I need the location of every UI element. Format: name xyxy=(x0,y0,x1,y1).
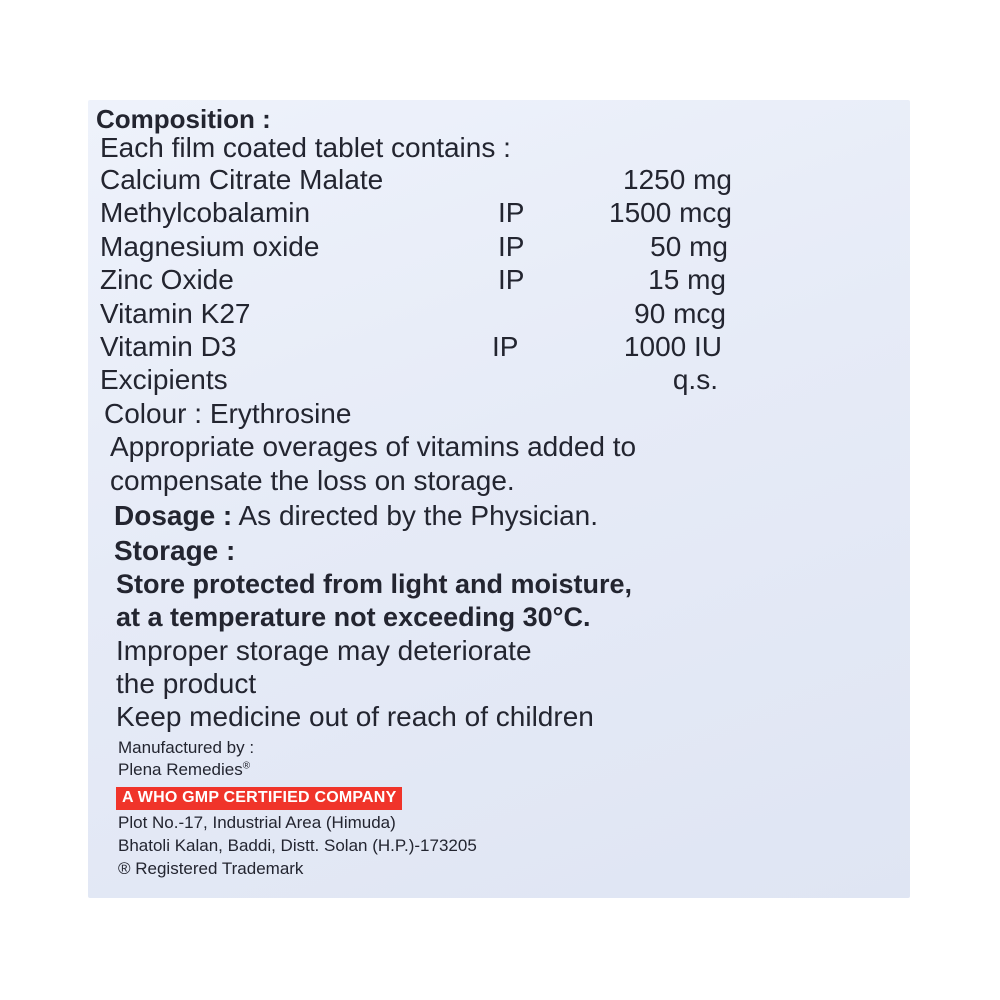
ingredient-name: Vitamin K27 xyxy=(100,298,251,329)
storage-line-3: Keep medicine out of reach of children xyxy=(116,701,594,732)
registered-trademark: ® Registered Trademark xyxy=(118,859,304,878)
ingredient-ip: IP xyxy=(498,264,525,295)
ingredient-amount: 15 mg xyxy=(648,264,726,295)
ingredient-amount: 50 mg xyxy=(650,231,728,262)
manufacturer-name: Plena Remedies® xyxy=(118,760,251,779)
colour-line: Colour : Erythrosine xyxy=(104,398,352,429)
ingredients-list xyxy=(100,166,740,406)
ingredient-amount: 1500 mcg xyxy=(609,197,732,228)
ingredient-name: Excipients xyxy=(100,364,228,395)
medicine-label-panel xyxy=(88,100,910,898)
address-line-2: Bhatoli Kalan, Baddi, Distt. Solan (H.P.)-173205 xyxy=(118,836,477,855)
dosage-line xyxy=(114,502,598,530)
ingredient-ip: IP xyxy=(498,231,525,262)
ingredient-ip: IP xyxy=(492,331,519,362)
address-line-1: Plot No.-17, Industrial Area (Himuda) xyxy=(118,813,396,832)
dosage-text: As directed by the Physician. xyxy=(232,500,598,531)
storage-heading: Storage : xyxy=(114,535,236,566)
storage-bold-line-2: at a temperature not exceeding 30°C. xyxy=(116,602,591,632)
overages-line-2: compensate the loss on storage. xyxy=(110,465,515,496)
ingredient-name: Calcium Citrate Malate xyxy=(100,164,384,195)
ingredient-amount: 1250 mg xyxy=(623,164,732,195)
composition-heading: Composition : xyxy=(96,104,271,134)
dosage-label: Dosage : xyxy=(114,500,233,531)
manufactured-by-label: Manufactured by : xyxy=(118,738,255,757)
composition-intro: Each film coated tablet contains : xyxy=(100,132,511,163)
ingredient-amount: 90 mcg xyxy=(634,298,726,329)
ingredient-ip: IP xyxy=(498,197,525,228)
ingredient-amount: 1000 IU xyxy=(623,331,722,362)
ingredient-name: Zinc Oxide xyxy=(100,264,234,295)
ingredient-amount: q.s. xyxy=(672,364,718,395)
storage-line-2: the product xyxy=(116,668,257,699)
ingredient-name: Methylcobalamin xyxy=(100,197,311,228)
ingredient-name: Magnesium oxide xyxy=(100,231,320,262)
who-gmp-badge: A WHO GMP CERTIFIED COMPANY xyxy=(116,787,402,810)
storage-bold-line-1: Store protected from light and moisture, xyxy=(116,569,633,599)
ingredient-name: Vitamin D3 xyxy=(100,331,237,362)
storage-line-1: Improper storage may deteriorate xyxy=(116,635,532,666)
overages-line-1: Appropriate overages of vitamins added to xyxy=(110,431,637,462)
